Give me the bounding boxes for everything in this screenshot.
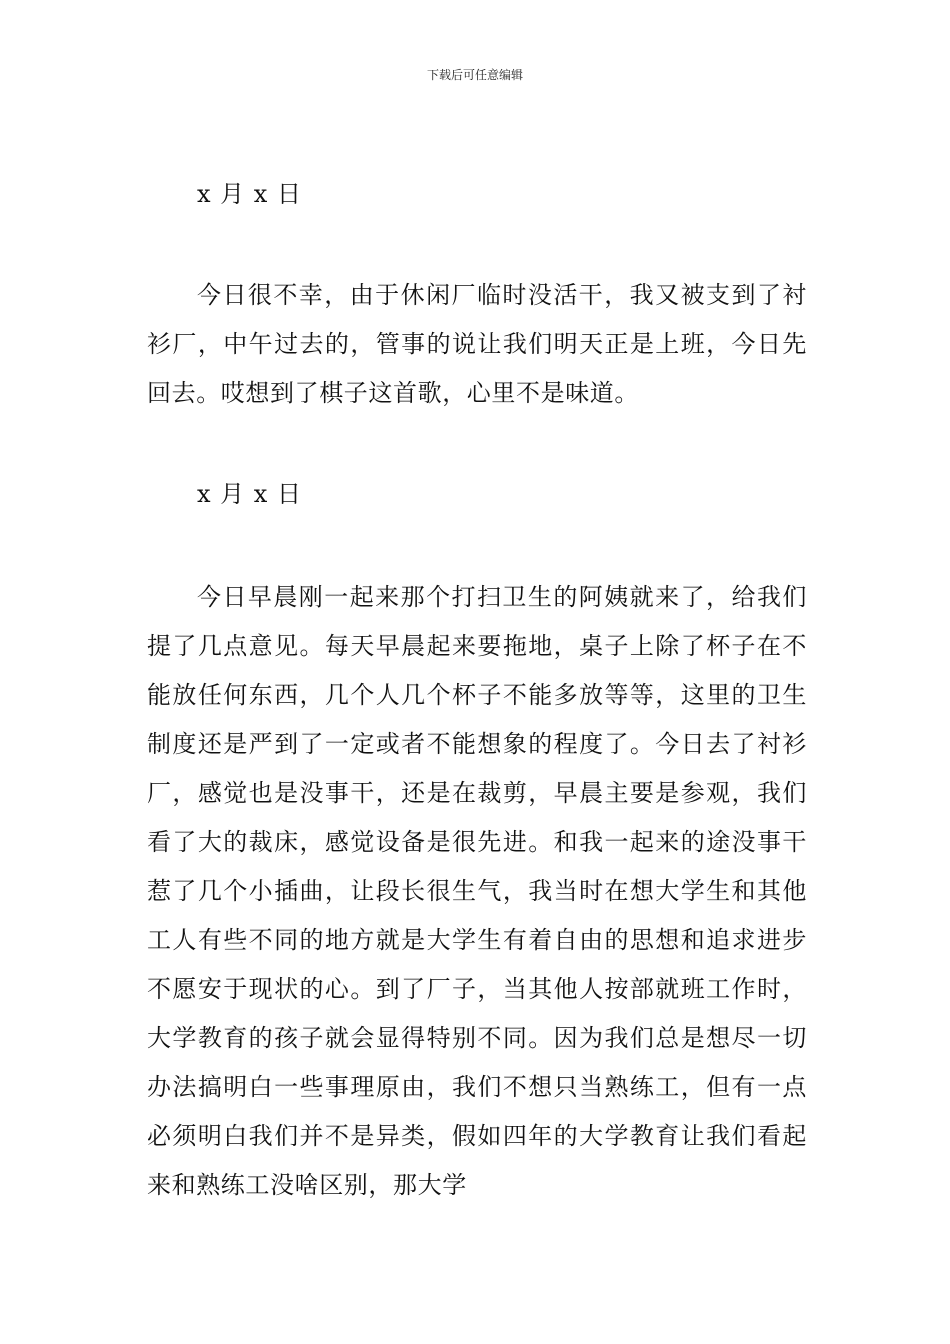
entry-paragraph: 今日早晨刚一起来那个打扫卫生的阿姨就来了，给我们提了几点意见。每天早晨起来要拖地，桌子上除了杯子在不能放任何东西，几个人几个杯子不能多放等等，这里的卫生制度还是严到了一定或者不能想象的程度了。今日去了衬衫厂，感觉也是没事干，还是在裁剪，早晨主要是参观，我们看了大的裁床，感觉设备是很先进。和我一起来的途没事干惹了几个小插曲，让段长很生气，我当时在想大学生和其他工人有些不同的地方就是大学生有着自由的思想和追求进步不愿安于现状的心。到了厂子，当其他人按部就班工作时，大学教育的孩子就会显得特别不同。因为我们总是想尽一切办法搞明白一些事理原由，我们不想只当熟练工，但有一点必须明白我们并不是异类，假如四年的大学教育让我们看起来和熟练工没啥区别，那大学	[147, 583, 807, 1199]
page-header-note: 下载后可任意编辑	[426, 68, 523, 82]
entry-date: x 月 x 日	[197, 180, 302, 208]
document-body	[147, 170, 807, 1210]
entry-paragraph: 今日很不幸，由于休闲厂临时没活干，我又被支到了衬衫厂，中午过去的，管事的说让我们明天正是上班，今日先回去。哎想到了棋子这首歌，心里不是味道。	[147, 281, 807, 407]
spacer	[147, 218, 807, 271]
spacer	[147, 418, 807, 470]
spacer	[147, 518, 807, 573]
entry-date: x 月 x 日	[197, 480, 302, 508]
